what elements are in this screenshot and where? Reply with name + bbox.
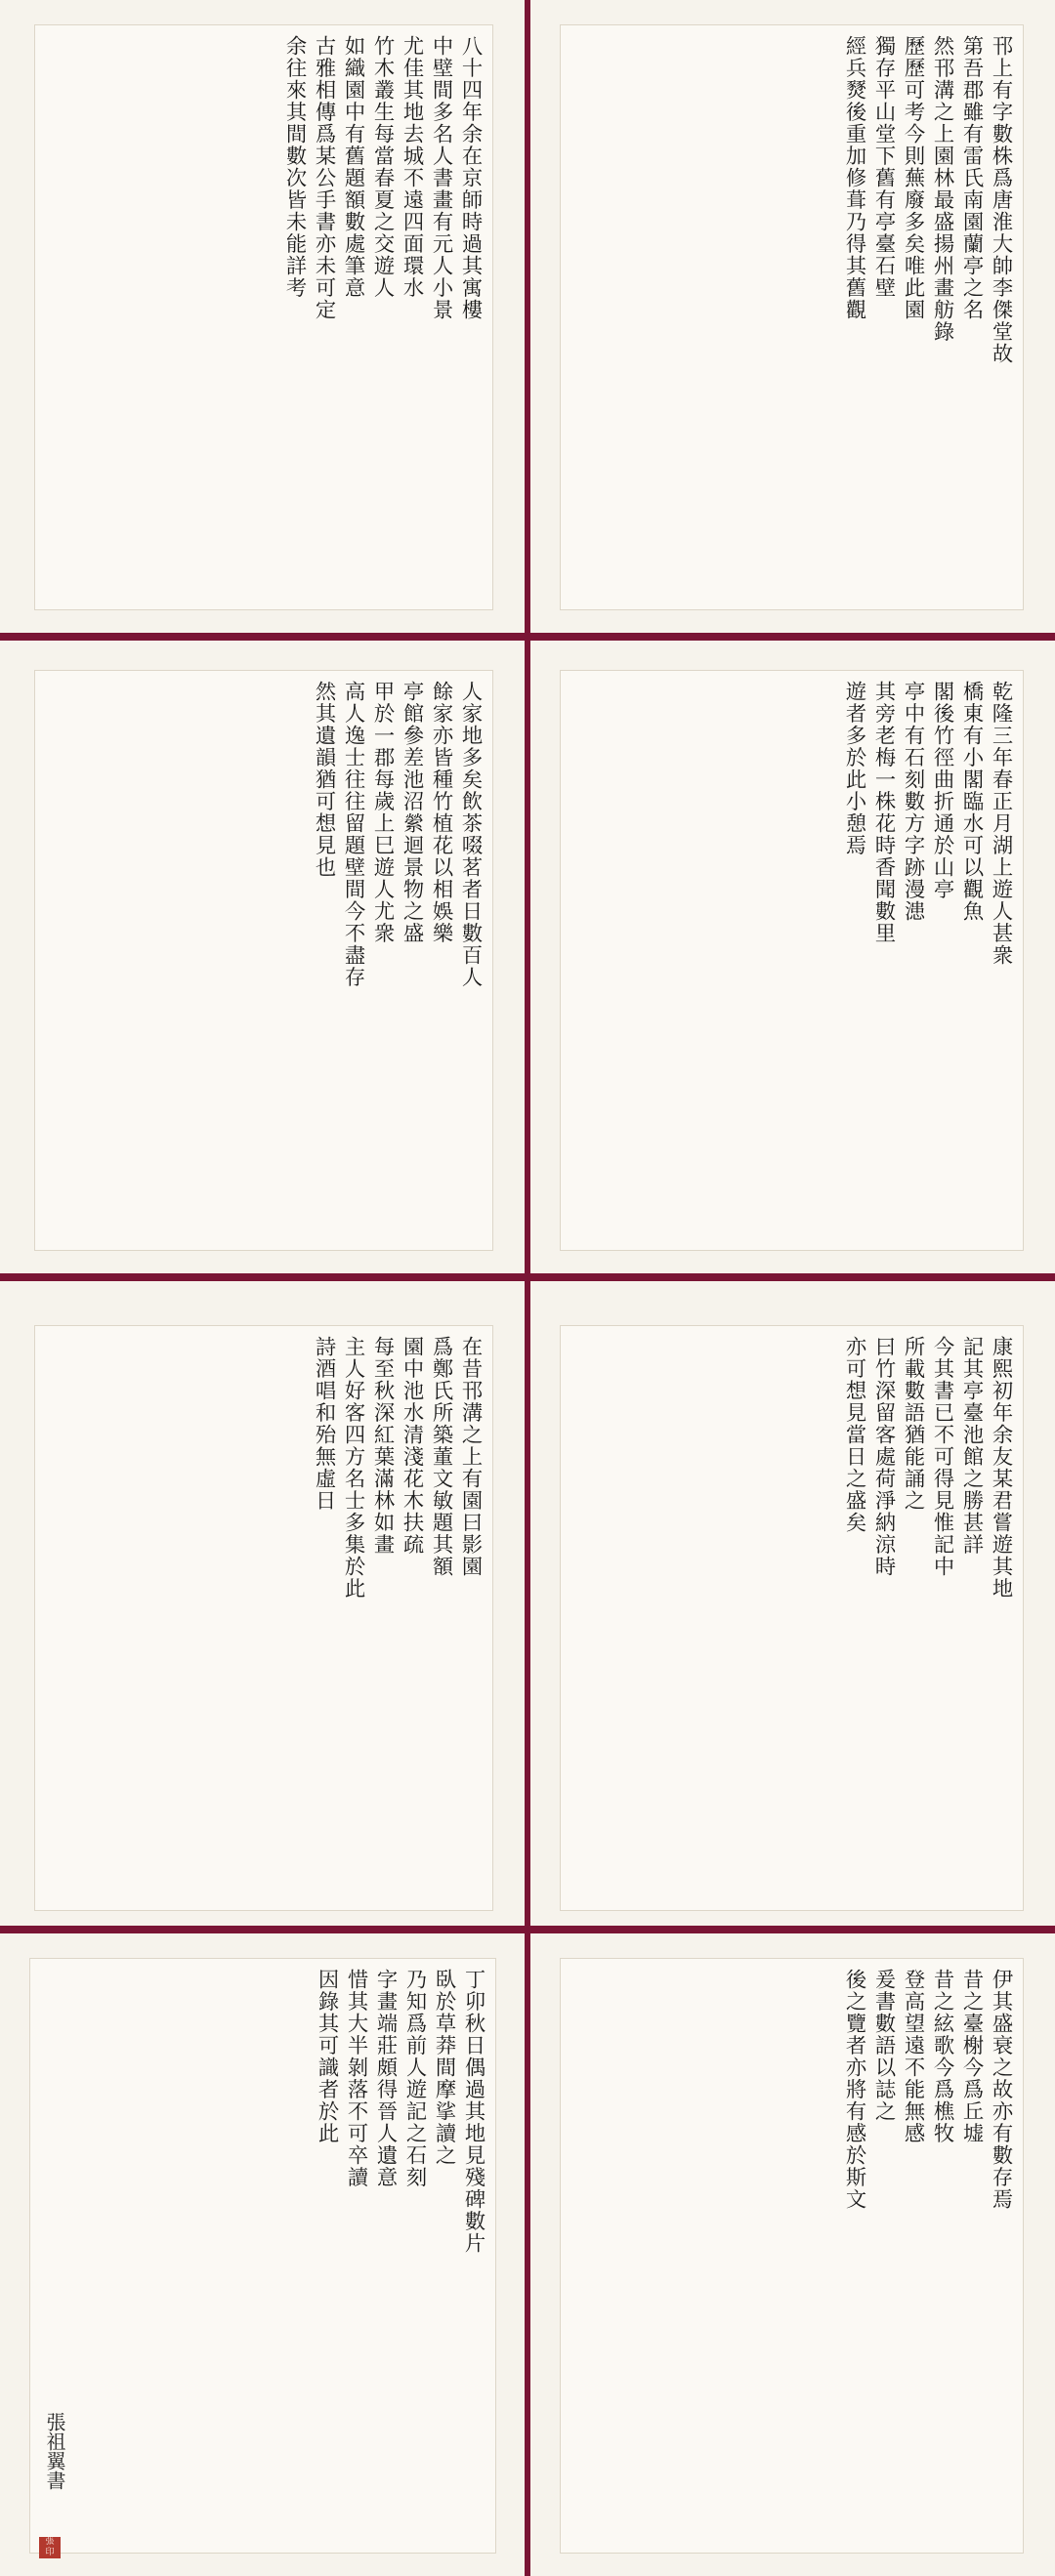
calligraphy-sheet xyxy=(34,670,493,1251)
text-column: 昔之臺榭今爲丘墟 xyxy=(959,1969,984,2144)
vertical-mount-border xyxy=(525,0,530,2576)
text-column: 然其遺韻猶可想見也 xyxy=(312,681,336,879)
panel-row2-left xyxy=(0,641,525,1273)
text-column: 字畫端莊頗得晉人遺意 xyxy=(373,1969,398,2188)
text-column: 獨存平山堂下舊有亭臺石壁 xyxy=(871,35,896,299)
text-column: 所載數語猶能誦之 xyxy=(901,1336,925,1512)
calligraphy-sheet xyxy=(560,1325,1024,1911)
text-columns xyxy=(38,1969,487,2543)
text-column: 其旁老梅一株花時香聞數里 xyxy=(871,681,896,944)
red-seal xyxy=(39,2537,61,2558)
calligraphy-sheet xyxy=(29,1958,496,2554)
seal-char-1: 張 xyxy=(45,2537,55,2547)
text-column: 古雅相傳爲某公手書亦未可定 xyxy=(312,35,336,321)
calligraphy-sheet xyxy=(560,24,1024,610)
text-column: 尤佳其地去城不遠四面環水 xyxy=(400,35,424,299)
text-column: 臥於草莽間摩挲讀之 xyxy=(432,1969,456,2167)
text-column: 亭館參差池沼縈迴景物之盛 xyxy=(400,681,424,944)
text-column: 餘家亦皆種竹植花以相娛樂 xyxy=(429,681,453,944)
text-column: 爲鄭氏所築董文敏題其額 xyxy=(429,1336,453,1578)
signature: 張祖翼書 xyxy=(43,2412,66,2490)
horizontal-mount-border xyxy=(0,1273,1055,1281)
seal-char-2: 印 xyxy=(45,2548,55,2557)
text-column: 因錄其可識者於此 xyxy=(315,1969,339,2144)
text-columns xyxy=(569,35,1015,600)
text-column: 邗上有字數株爲唐淮大帥李傑堂故 xyxy=(989,35,1013,365)
text-columns xyxy=(569,1969,1015,2543)
text-column: 乾隆三年春正月湖上遊人甚衆 xyxy=(989,681,1013,967)
text-column: 亦可想見當日之盛矣 xyxy=(842,1336,866,1534)
calligraphy-sheet xyxy=(34,24,493,610)
text-column: 然邗溝之上園林最盛揚州畫舫錄 xyxy=(930,35,954,343)
text-column: 園中池水清淺花木扶疏 xyxy=(400,1336,424,1556)
text-column: 後之覽者亦將有感於斯文 xyxy=(842,1969,866,2211)
text-column: 記其亭臺池館之勝甚詳 xyxy=(959,1336,984,1556)
text-column: 甲於一郡每歲上巳遊人尤衆 xyxy=(370,681,395,944)
text-columns xyxy=(43,35,485,600)
text-column: 伊其盛衰之故亦有數存焉 xyxy=(989,1969,1013,2211)
text-column: 曰竹深留客處荷淨納涼時 xyxy=(871,1336,896,1578)
text-column: 八十四年余在京師時過其寓樓 xyxy=(458,35,483,321)
text-column: 詩酒唱和殆無虛日 xyxy=(312,1336,336,1512)
text-column: 乃知爲前人遊記之石刻 xyxy=(402,1969,427,2188)
horizontal-mount-border xyxy=(0,1926,1055,1933)
text-column: 竹木叢生每當春夏之交遊人 xyxy=(370,35,395,299)
panel-row3-right xyxy=(530,1281,1055,1926)
text-column: 橋東有小閣臨水可以觀魚 xyxy=(959,681,984,923)
text-column: 遊者多於此小憩焉 xyxy=(842,681,866,856)
text-column: 登高望遠不能無感 xyxy=(901,1969,925,2144)
panel-row3-left xyxy=(0,1281,525,1926)
text-column: 今其書已不可得見惟記中 xyxy=(930,1336,954,1578)
panel-row4-right xyxy=(530,1933,1055,2576)
text-column: 經兵燹後重加修葺乃得其舊觀 xyxy=(842,35,866,321)
text-column: 每至秋深紅葉滿林如畫 xyxy=(370,1336,395,1556)
text-column: 歷歷可考今則蕪廢多矣唯此園 xyxy=(901,35,925,321)
text-column: 康熙初年余友某君嘗遊其地 xyxy=(989,1336,1013,1600)
text-column: 丁卯秋日偶過其地見殘碑數片 xyxy=(461,1969,485,2255)
text-columns xyxy=(43,1336,485,1900)
text-column: 人家地多矣飲茶啜茗者日數百人 xyxy=(458,681,483,988)
text-column: 第吾郡雖有雷氏南園蘭亭之名 xyxy=(959,35,984,321)
calligraphy-sheet xyxy=(34,1325,493,1911)
text-column: 爰書數語以誌之 xyxy=(871,1969,896,2123)
text-columns xyxy=(43,681,485,1240)
text-columns xyxy=(569,1336,1015,1900)
text-columns xyxy=(569,681,1015,1240)
text-column: 在昔邗溝之上有園曰影園 xyxy=(458,1336,483,1578)
calligraphy-sheet xyxy=(560,1958,1024,2554)
panel-row1-right xyxy=(530,0,1055,633)
panel-row1-left xyxy=(0,0,525,633)
text-column: 閣後竹徑曲折通於山亭 xyxy=(930,681,954,900)
panel-row4-left xyxy=(0,1933,525,2576)
horizontal-mount-border xyxy=(0,633,1055,641)
text-column: 余往來其間數次皆未能詳考 xyxy=(282,35,307,299)
text-column: 主人好客四方名士多集於此 xyxy=(341,1336,365,1600)
text-column: 亭中有石刻數方字跡漫漶 xyxy=(901,681,925,923)
panel-row2-right xyxy=(530,641,1055,1273)
text-column: 如織園中有舊題額數處筆意 xyxy=(341,35,365,299)
text-column: 中壁間多名人書畫有元人小景 xyxy=(429,35,453,321)
text-column: 高人逸士往往留題壁間今不盡存 xyxy=(341,681,365,988)
text-column: 惜其大半剝落不可卒讀 xyxy=(344,1969,368,2188)
calligraphy-sheet xyxy=(560,670,1024,1251)
text-column: 昔之絃歌今爲樵牧 xyxy=(930,1969,954,2144)
